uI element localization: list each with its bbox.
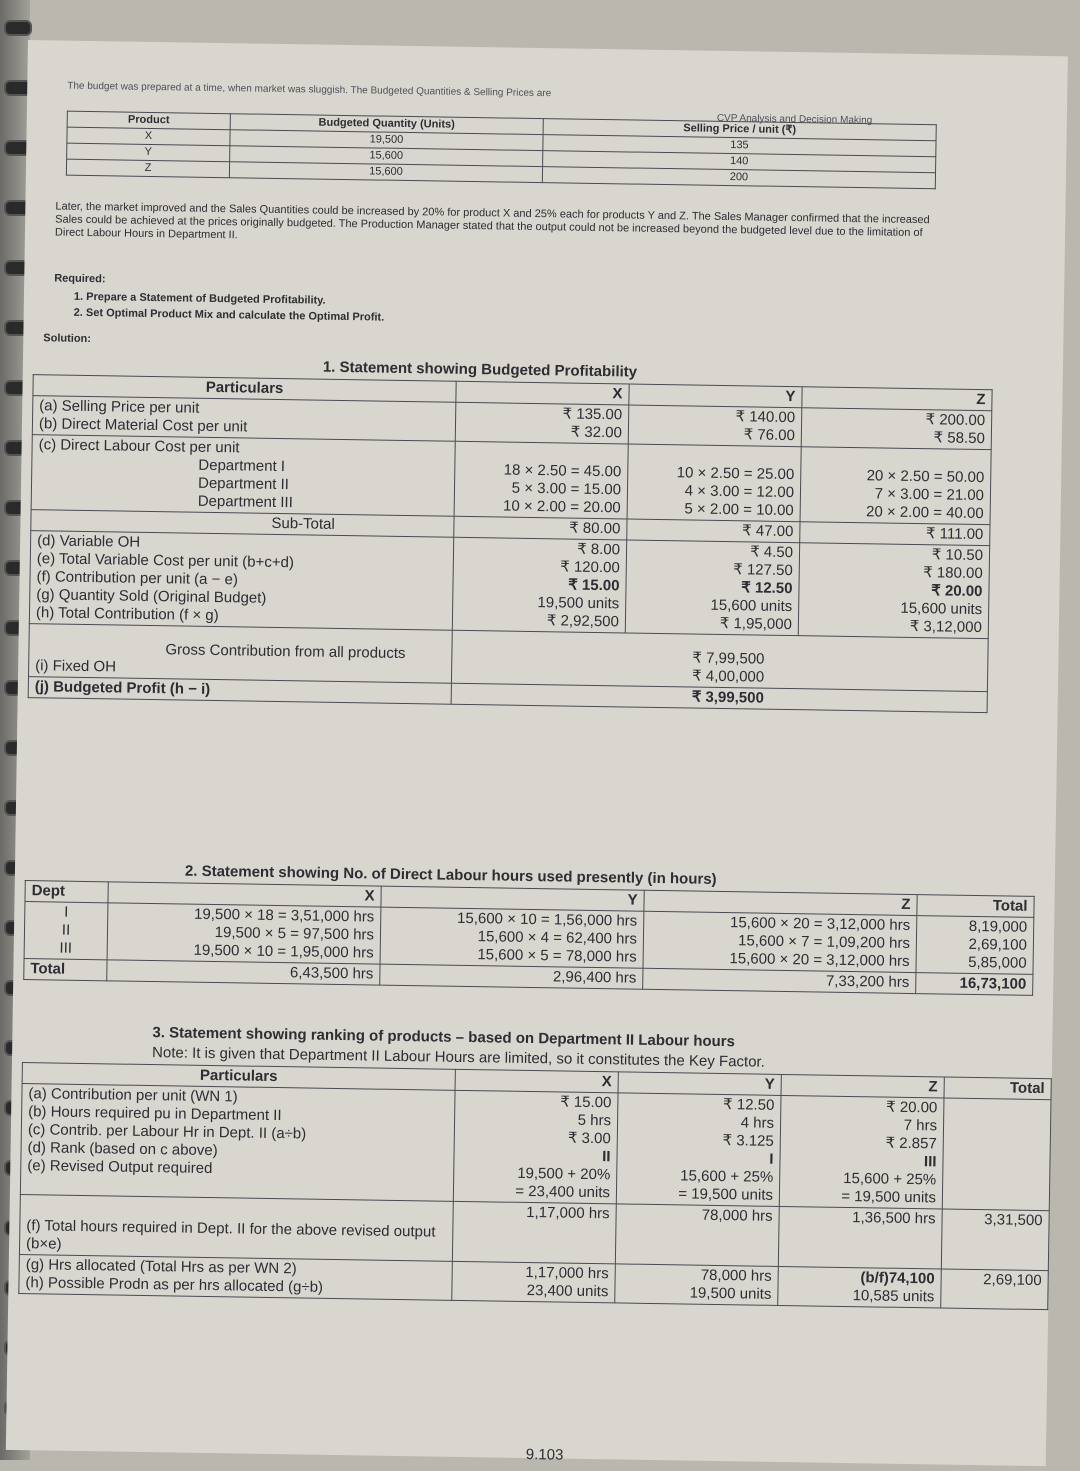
t2-cell: 2,69,100: [968, 935, 1028, 954]
t1-cell: ₹ 47.00: [627, 519, 800, 543]
t3-cell: ₹ 3.00: [567, 1129, 611, 1148]
t1-cell: ₹ 180.00: [923, 564, 983, 583]
t2-head-x: X: [108, 882, 381, 907]
t3-cell: 10,585 units: [852, 1287, 935, 1306]
t2-cell: 15,600 × 20 = 3,12,000 hrs: [729, 950, 910, 970]
t1-cell: 5 × 3.00 = 15.00: [511, 479, 622, 499]
t3-head-x: X: [455, 1069, 618, 1093]
t1-cell: ₹ 140.00: [735, 408, 796, 427]
t1-cell: 15,600 units: [710, 596, 793, 616]
given-cell: 15,600: [229, 162, 542, 183]
t1-cell: ₹ 58.50: [933, 429, 985, 448]
t3-cell: = 23,400 units: [515, 1182, 611, 1202]
t3-label-b: (b) Hours required pu in Department II: [28, 1103, 282, 1125]
t1-gross-value: ₹ 7,99,500: [692, 649, 765, 668]
t1-cell: ₹ 20.00: [931, 582, 983, 601]
t3-cell: 78,000 hrs: [615, 1204, 779, 1267]
t2-head-z: Z: [644, 890, 917, 915]
t1-cell: 10 × 2.00 = 20.00: [502, 497, 621, 517]
t2-head-dept: Dept: [25, 881, 108, 903]
t3-cell: 1,17,000 hrs: [452, 1201, 616, 1264]
t1-cell: 7 × 3.00 = 21.00: [874, 485, 985, 505]
t3-cell: ₹ 15.00: [560, 1093, 612, 1112]
t1-cell: 5 × 2.00 = 10.00: [684, 500, 794, 520]
t2-total-label: Total: [24, 959, 107, 981]
t1-profit-value: ₹ 3,99,500: [451, 683, 987, 712]
t1-cell: ₹ 111.00: [800, 522, 990, 546]
t2-cell: 15,600 × 20 = 3,12,000 hrs: [729, 914, 911, 934]
t1-label-e: (e) Total Variable Cost per unit (b+c+d): [36, 550, 295, 572]
table2-title: 2. Statement showing No. of Direct Labour hours used presently (in hours): [184, 862, 717, 888]
t3-cell: 5 hrs: [577, 1111, 612, 1130]
t1-label-b: (b) Direct Material Cost per unit: [38, 415, 248, 436]
t1-gross-label: Gross Contribution from all products: [165, 641, 406, 663]
t1-head-particulars: Particulars: [33, 375, 456, 403]
required-label: Required:: [54, 272, 106, 286]
t3-cell: 23,400 units: [526, 1281, 609, 1301]
t3-cell: ₹ 2.857: [885, 1134, 937, 1153]
t2-cell: 15,600 × 5 = 78,000 hrs: [477, 946, 637, 966]
required-item-2: 2. Set Optimal Product Mix and calculate the Optimal Profit.: [73, 306, 385, 324]
binding-ring: [4, 20, 32, 36]
budgeted-profitability-table: [28, 374, 993, 713]
t3-cell: 19,500 units: [689, 1284, 772, 1303]
t2-cell: III: [59, 939, 73, 957]
given-head-price: Selling Price / unit (₹): [543, 119, 936, 141]
t2-head-y: Y: [381, 886, 644, 911]
market-update-text: Later, the market improved and the Sales Quantities could be increased by 20% for product X and 25% each for products Y and Z. The Sales Manager confirmed that the increased Sales could be achieved at the prices originally budgeted. The Production Manager stated that the output could not be increased beyond the budgeted level due to the limitation of Direct Labour Hours in Department II.: [54, 200, 930, 242]
t3-cell: III: [923, 1153, 937, 1171]
t1-cell: 19,500 units: [537, 594, 620, 613]
t3-cell: 2,69,100: [941, 1269, 1049, 1310]
t1-head-y: Y: [629, 384, 802, 408]
t3-label-e: (e) Revised Output required: [27, 1157, 213, 1178]
t3-head-y: Y: [618, 1072, 781, 1096]
t1-cell: ₹ 3,12,000: [909, 617, 983, 637]
t3-cell: = 19,500 units: [678, 1185, 774, 1204]
t2-grand-total: 16,73,100: [916, 973, 1033, 996]
t1-cell: 4 × 3.00 = 12.00: [684, 482, 795, 502]
given-cell: Z: [66, 159, 229, 178]
t2-cell: 15,600 × 7 = 1,09,200 hrs: [737, 932, 911, 952]
t3-cell: 1,36,500 hrs: [778, 1206, 942, 1269]
t1-label-dept1: Department I: [198, 456, 286, 476]
t3-cell: 4 hrs: [740, 1114, 775, 1132]
running-head: CVP Analysis and Decision Making: [716, 112, 873, 127]
t1-cell: ₹ 2,92,500: [546, 612, 620, 631]
t1-cell: ₹ 135.00: [562, 405, 623, 424]
t1-head-x: X: [456, 381, 629, 405]
given-head-qty: Budgeted Quantity (Units): [230, 114, 543, 135]
t1-label-dept3: Department III: [197, 492, 293, 512]
t1-profit-label: (j) Budgeted Profit (h − i): [28, 677, 451, 705]
t1-cell: ₹ 200.00: [925, 411, 986, 430]
solution-label: Solution:: [43, 332, 92, 346]
t1-cell: 20 × 2.00 = 40.00: [865, 503, 984, 523]
t1-cell: ₹ 4.50: [750, 543, 794, 562]
t1-cell: ₹ 127.50: [733, 561, 793, 580]
t1-head-z: Z: [802, 387, 992, 411]
t1-cell: ₹ 76.00: [743, 426, 796, 445]
labour-hours-table: [23, 880, 1034, 996]
t3-cell: 15,600 + 25%: [843, 1169, 937, 1189]
t3-cell: ₹ 12.50: [722, 1096, 775, 1114]
t1-label-h: (h) Total Contribution (f × g): [35, 604, 219, 625]
intro-text: The budget was prepared at a time, when market was sluggish. The Budgeted Quantities & Selling Prices are: [67, 80, 552, 100]
t1-label-c: (c) Direct Labour Cost per unit: [38, 436, 240, 457]
t2-cell: I: [64, 903, 69, 921]
t3-cell: 3,31,500: [941, 1209, 1049, 1271]
t3-label-c: (c) Contrib. per Labour Hr in Dept. II (a÷b): [27, 1121, 307, 1143]
t2-cell: II: [61, 921, 71, 939]
t2-cell: 15,600 × 4 = 62,400 hrs: [477, 928, 638, 948]
t1-cell: 10 × 2.50 = 25.00: [676, 464, 795, 484]
table3-title: 3. Statement showing ranking of products – based on Department II Labour hours: [152, 1024, 736, 1051]
t3-cell: = 19,500 units: [841, 1187, 937, 1207]
t3-cell: 19,500 + 20%: [517, 1164, 611, 1184]
t1-cell: ₹ 32.00: [570, 423, 623, 442]
t1-label-dept2: Department II: [197, 474, 290, 494]
t1-cell: 15,600 units: [900, 599, 983, 619]
given-cell: 140: [543, 151, 936, 173]
t1-cell: 18 × 2.50 = 45.00: [503, 461, 622, 481]
given-cell: Y: [67, 143, 230, 162]
given-cell: 135: [543, 135, 936, 157]
t3-cell: 15,600 + 25%: [680, 1167, 774, 1186]
t3-label-h: (h) Possible Prodn as per hrs allocated (g÷b): [25, 1274, 324, 1296]
t3-label-f: (f) Total hours required in Dept. II for the above revised output (b×e): [19, 1195, 453, 1262]
t2-cell: 15,600 × 10 = 1,56,000 hrs: [456, 909, 638, 930]
t1-fixed-value: ₹ 4,00,000: [691, 667, 765, 686]
t3-cell: II: [602, 1148, 611, 1166]
t2-total-cell: 6,43,500 hrs: [107, 960, 380, 985]
given-data-table: [66, 111, 937, 190]
given-cell: 15,600: [230, 146, 543, 167]
given-cell: X: [67, 127, 230, 146]
t2-cell: 8,19,000: [968, 917, 1028, 936]
t2-cell: 19,500 × 18 = 3,51,000 hrs: [193, 905, 375, 926]
table1-title: 1. Statement showing Budgeted Profitability: [322, 358, 638, 381]
t1-cell: ₹ 8.00: [577, 540, 621, 559]
t3-head-particulars: Particulars: [22, 1063, 455, 1091]
t3-cell: (b/f)74,100: [860, 1269, 935, 1288]
required-item-1: 1. Prepare a Statement of Budgeted Profitability.: [73, 290, 326, 307]
t1-label-subtotal: Sub-Total: [31, 510, 454, 538]
t3-cell: 78,000 hrs: [700, 1266, 772, 1285]
table-row: [29, 531, 989, 639]
table3-note: Note: It is given that Department II Labour Hours are limited, so it constitutes the Key Factor.: [151, 1044, 765, 1071]
t1-label-a: (a) Selling Price per unit: [39, 397, 200, 417]
t3-label-g: (g) Hrs allocated (Total Hrs as per WN 2): [25, 1256, 297, 1278]
ranking-table: [18, 1062, 1052, 1310]
t1-cell: ₹ 120.00: [560, 558, 620, 577]
t3-cell: 1,17,000 hrs: [525, 1263, 609, 1283]
t3-head-z: Z: [781, 1074, 944, 1098]
t3-cell: I: [769, 1150, 774, 1168]
t2-cell: 5,85,000: [968, 953, 1027, 972]
page-number: 9.103: [525, 1445, 564, 1464]
given-cell: 19,500: [230, 130, 543, 151]
t1-cell: ₹ 15.00: [568, 576, 620, 595]
t1-fixed-label: (i) Fixed OH: [35, 657, 117, 676]
t2-total-cell: 2,96,400 hrs: [380, 964, 643, 989]
t3-label-d: (d) Rank (based on c above): [27, 1139, 218, 1160]
t3-cell: ₹ 20.00: [885, 1098, 938, 1117]
t1-cell: ₹ 12.50: [741, 579, 793, 598]
t2-cell: 19,500 × 5 = 97,500 hrs: [214, 924, 375, 944]
t1-label-d: (d) Variable OH: [37, 532, 141, 551]
t2-cell: 19,500 × 10 = 1,95,000 hrs: [193, 941, 374, 962]
t1-cell: ₹ 80.00: [454, 516, 627, 540]
t1-label-g: (g) Quantity Sold (Original Budget): [36, 586, 267, 607]
t1-cell: 20 × 2.50 = 50.00: [866, 467, 985, 487]
document-page: [6, 40, 1068, 1466]
t1-label-f: (f) Contribution per unit (a − e): [36, 568, 239, 589]
t1-cell: ₹ 1,95,000: [719, 614, 793, 634]
table-row: [20, 1084, 1051, 1211]
t2-total-cell: 7,33,200 hrs: [643, 968, 916, 993]
t1-cell: ₹ 10.50: [931, 546, 984, 565]
t3-cell: ₹ 3.125: [722, 1132, 774, 1150]
given-head-product: Product: [67, 111, 230, 130]
given-cell: 200: [542, 167, 935, 189]
t2-head-total: Total: [917, 895, 1034, 918]
t3-cell: 7 hrs: [903, 1116, 938, 1135]
t3-head-total: Total: [944, 1077, 1051, 1100]
t3-label-a: (a) Contribution per unit (WN 1): [28, 1085, 238, 1106]
